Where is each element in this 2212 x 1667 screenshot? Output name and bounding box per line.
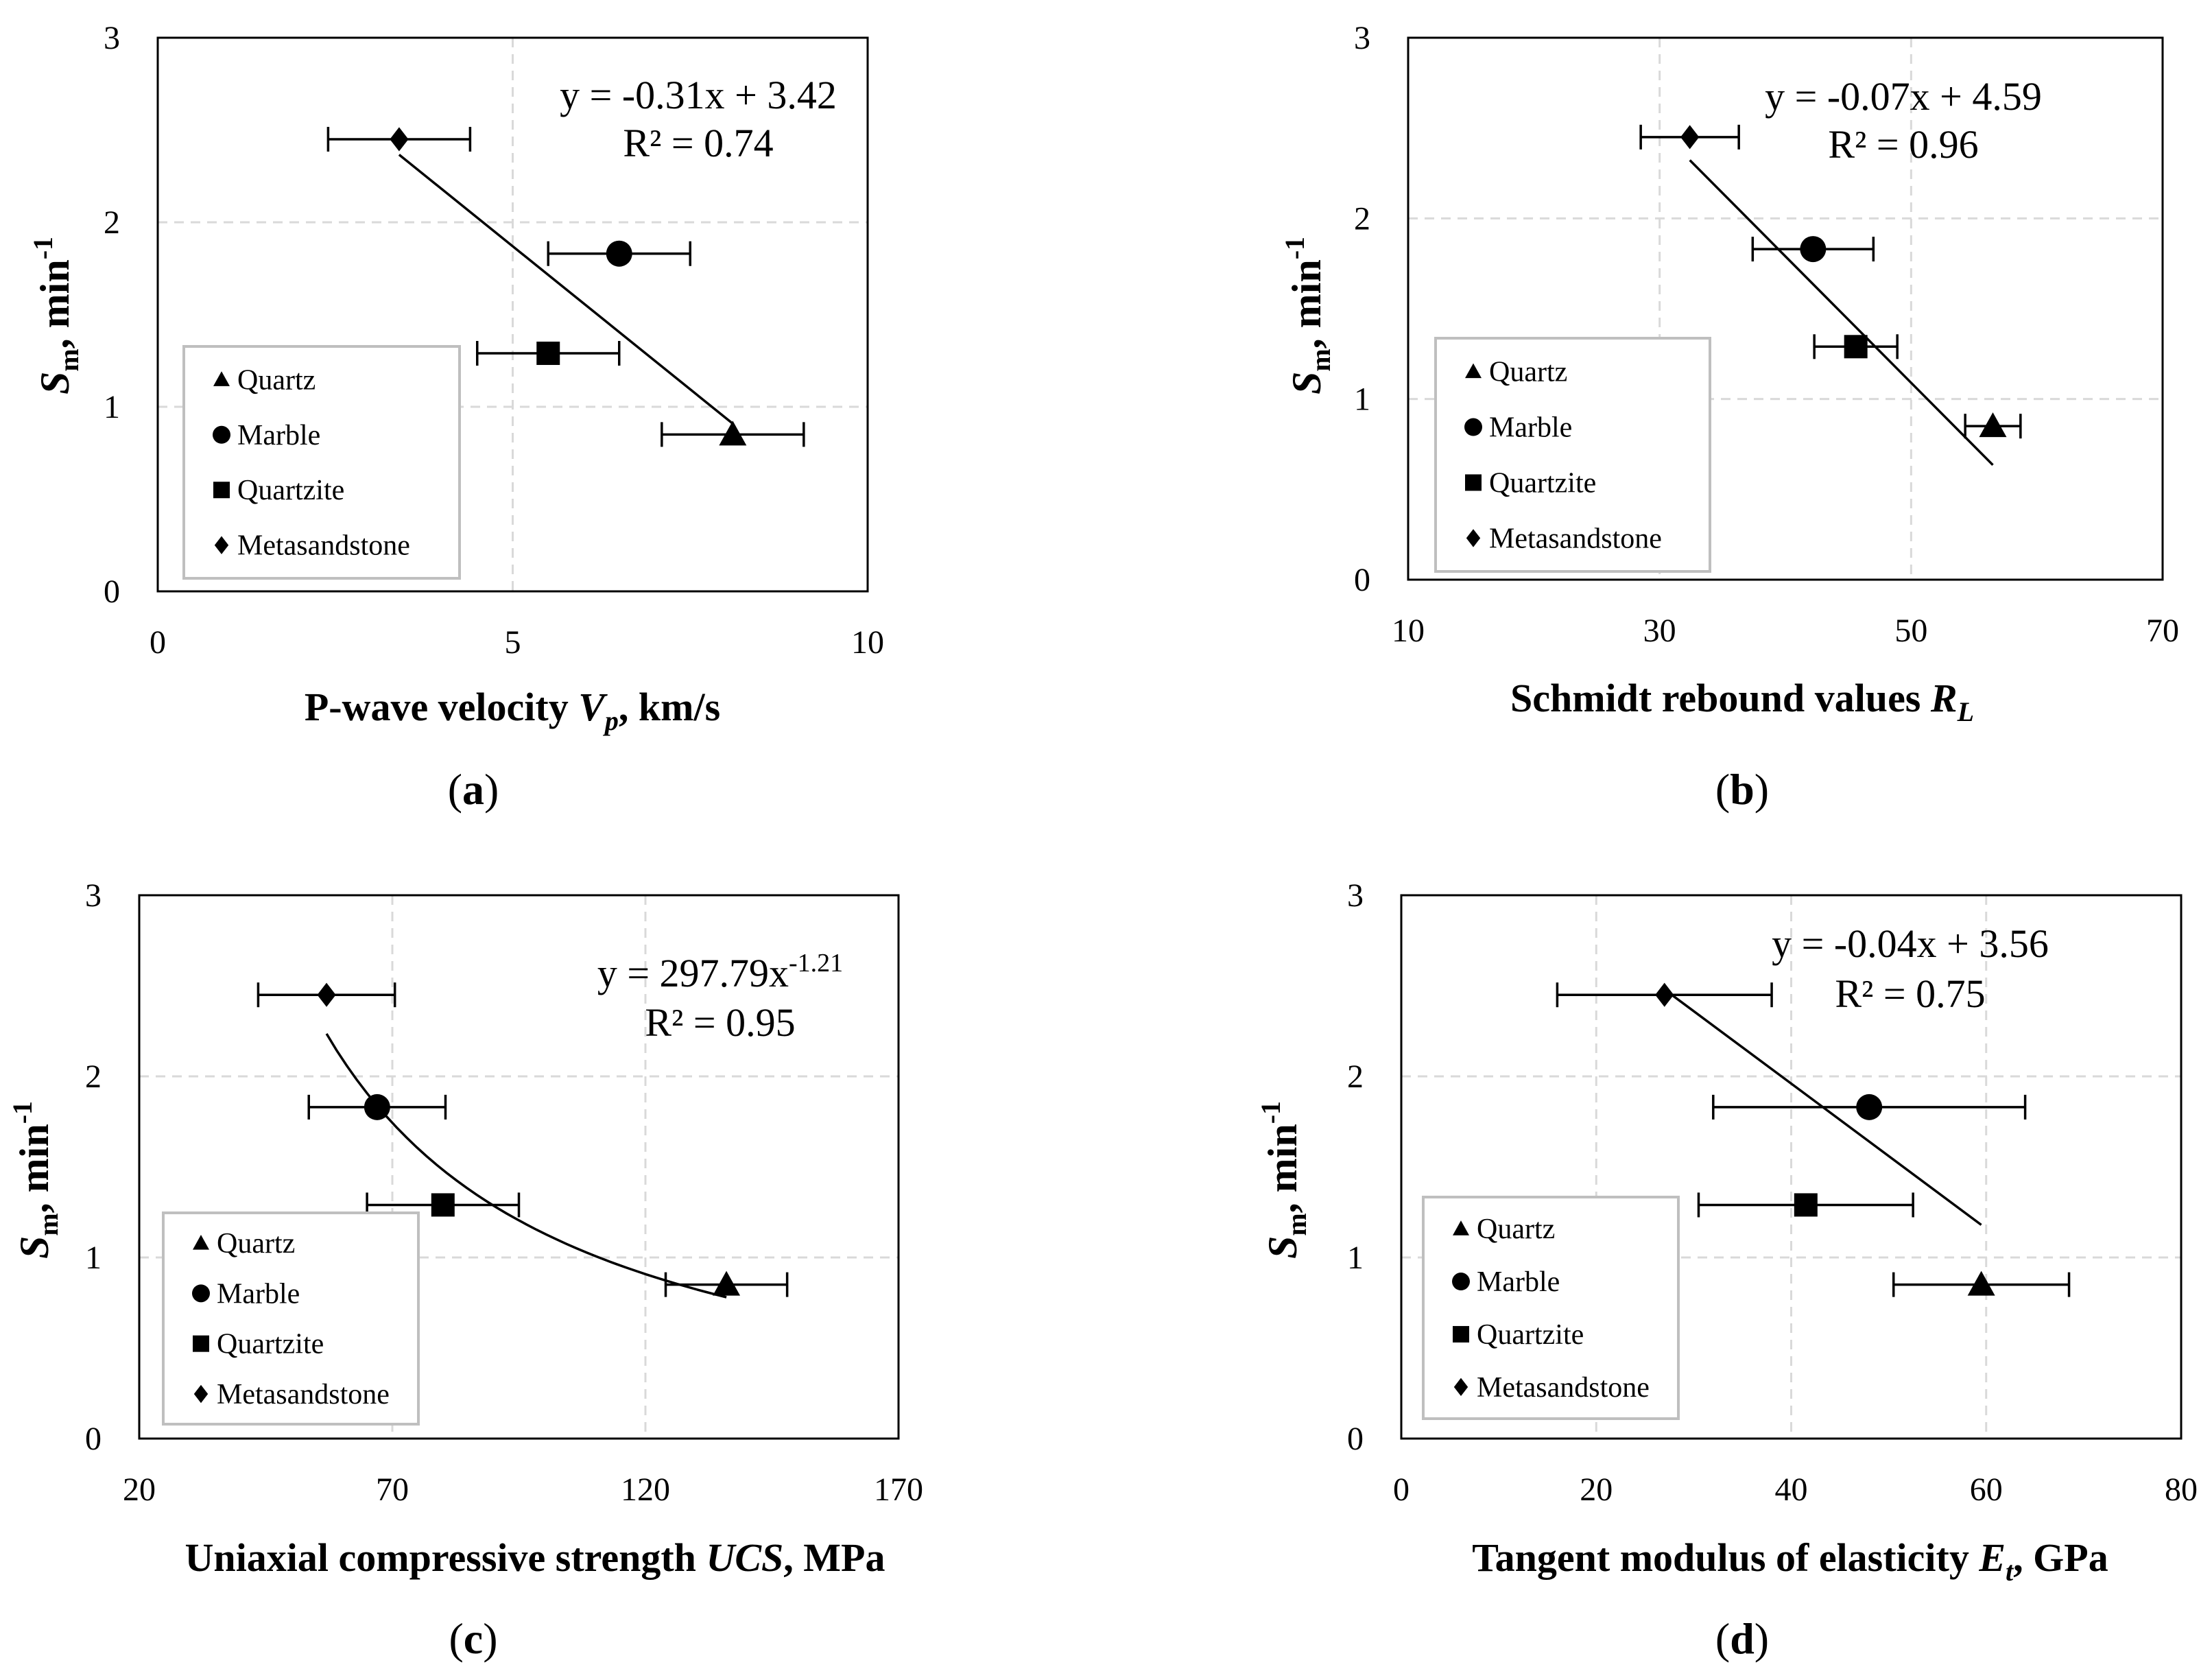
- trend-equation: y = -0.04x + 3.56: [1772, 921, 2049, 966]
- data-point-metasandstone: [1655, 983, 1674, 1007]
- y-tick-label: 1: [104, 389, 120, 425]
- data-point-quartzite: [1844, 335, 1868, 358]
- legend-marker-marble: [213, 426, 230, 444]
- legend-label-metasandstone: Metasandstone: [237, 530, 410, 562]
- y-tick-label: 0: [85, 1421, 102, 1457]
- y-axis-label: $S_m$, $\min^{-1}$: [27, 236, 84, 395]
- data-point-metasandstone: [1680, 125, 1699, 149]
- legend-marker-quartzite: [1453, 1326, 1469, 1343]
- data-point-marble: [364, 1094, 390, 1120]
- y-tick-label: 1: [1347, 1240, 1364, 1276]
- x-tick-label: 50: [1894, 613, 1928, 649]
- legend-label-quartz: Quartz: [1489, 356, 1568, 388]
- x-tick-label: 70: [376, 1471, 409, 1508]
- y-tick-label: 3: [1347, 877, 1364, 914]
- legend-label-metasandstone: Metasandstone: [1477, 1371, 1650, 1404]
- data-point-metasandstone: [390, 127, 408, 151]
- r-squared: R² = 0.95: [645, 1000, 796, 1045]
- trend-equation: y = -0.07x + 4.59: [1765, 74, 2042, 119]
- panel-caption: (d): [1715, 1614, 1770, 1663]
- y-axis-label: $S_m$, $\min^{-1}$: [1279, 236, 1336, 395]
- y-tick-label: 2: [1347, 1059, 1364, 1095]
- legend-label-quartzite: Quartzite: [1489, 467, 1597, 499]
- panel-caption: (a): [447, 765, 499, 814]
- y-tick-label: 0: [1354, 562, 1370, 598]
- data-point-quartz: [719, 421, 746, 445]
- legend-label-marble: Marble: [237, 419, 321, 451]
- legend-marker-marble: [1464, 418, 1482, 436]
- r-squared: R² = 0.96: [1828, 122, 1979, 167]
- y-axis-label: $S_m$, $\min^{-1}$: [1255, 1100, 1312, 1260]
- x-tick-label: 80: [2165, 1471, 2198, 1508]
- data-point-quartz: [713, 1271, 740, 1296]
- x-tick-label: 0: [150, 624, 166, 661]
- trend-equation: $y = 297.79x^{-1.21}$: [597, 949, 844, 995]
- y-tick-label: 3: [1354, 20, 1370, 56]
- legend-marker-quartzite: [213, 482, 230, 498]
- x-tick-label: 70: [2146, 613, 2179, 649]
- trend-line: [1690, 161, 1993, 465]
- y-tick-label: 2: [1354, 200, 1370, 237]
- y-tick-label: 3: [104, 20, 120, 56]
- data-point-metasandstone: [317, 983, 335, 1007]
- legend-marker-marble: [1452, 1273, 1470, 1290]
- legend-label-quartz: Quartz: [217, 1228, 296, 1260]
- legend-label-marble: Marble: [1489, 412, 1573, 444]
- x-axis-label: Tangent modulus of elasticity $E_t$, GPa: [1472, 1535, 2108, 1587]
- legend-label-metasandstone: Metasandstone: [1489, 523, 1662, 555]
- x-axis-label: Uniaxial compressive strength UCS, MPa: [185, 1535, 885, 1580]
- x-tick-label: 60: [1969, 1471, 2003, 1508]
- data-point-marble: [1800, 236, 1826, 262]
- legend-marker-quartzite: [193, 1336, 209, 1352]
- x-tick-label: 120: [621, 1471, 670, 1508]
- legend-marker-quartzite: [1465, 474, 1482, 490]
- r-squared: R² = 0.74: [623, 121, 774, 165]
- y-tick-label: 2: [104, 204, 120, 241]
- y-tick-label: 3: [85, 877, 102, 914]
- panel-caption: (c): [449, 1614, 498, 1663]
- x-tick-label: 40: [1774, 1471, 1808, 1508]
- legend-label-marble: Marble: [1477, 1266, 1560, 1299]
- y-tick-label: 0: [104, 574, 120, 610]
- y-tick-label: 1: [85, 1240, 102, 1276]
- x-axis-label: P-wave velocity $V_p$, km/s: [304, 685, 721, 736]
- y-tick-label: 2: [85, 1059, 102, 1095]
- x-tick-label: 5: [504, 624, 521, 661]
- chart-panel-b: [1279, 20, 2179, 814]
- legend-label-quartzite: Quartzite: [237, 475, 345, 507]
- x-axis-label: Schmidt rebound values $R_L$: [1510, 676, 1975, 727]
- legend-label-metasandstone: Metasandstone: [217, 1379, 390, 1410]
- x-tick-label: 20: [1580, 1471, 1613, 1508]
- data-point-quartzite: [536, 342, 560, 365]
- data-point-marble: [1856, 1094, 1882, 1120]
- x-tick-label: 170: [874, 1471, 923, 1508]
- data-point-quartzite: [1794, 1193, 1818, 1216]
- panel-caption: (b): [1715, 765, 1770, 814]
- legend-label-quartzite: Quartzite: [1477, 1319, 1584, 1351]
- chart-panel-a: [27, 20, 884, 814]
- chart-panel-d: [1255, 877, 2198, 1663]
- data-point-quartzite: [431, 1193, 455, 1216]
- data-point-quartz: [1968, 1271, 1995, 1296]
- x-tick-label: 0: [1393, 1471, 1410, 1508]
- x-tick-label: 20: [123, 1471, 156, 1508]
- x-tick-label: 30: [1643, 613, 1676, 649]
- y-tick-label: 0: [1347, 1421, 1364, 1457]
- y-tick-label: 1: [1354, 381, 1370, 418]
- trend-equation: y = -0.31x + 3.42: [560, 73, 837, 117]
- legend-marker-marble: [192, 1284, 210, 1302]
- y-axis-label: $S_m$, $\min^{-1}$: [7, 1100, 64, 1260]
- legend-label-quartz: Quartz: [1477, 1214, 1556, 1246]
- legend-label-quartz: Quartz: [237, 364, 316, 397]
- data-point-marble: [606, 241, 632, 267]
- legend-label-quartzite: Quartzite: [217, 1328, 324, 1360]
- r-squared: R² = 0.75: [1835, 971, 1986, 1016]
- chart-panel-c: [7, 877, 923, 1663]
- x-tick-label: 10: [851, 624, 884, 661]
- x-tick-label: 10: [1392, 613, 1425, 649]
- legend-label-marble: Marble: [217, 1278, 300, 1310]
- data-point-quartz: [1979, 412, 2007, 437]
